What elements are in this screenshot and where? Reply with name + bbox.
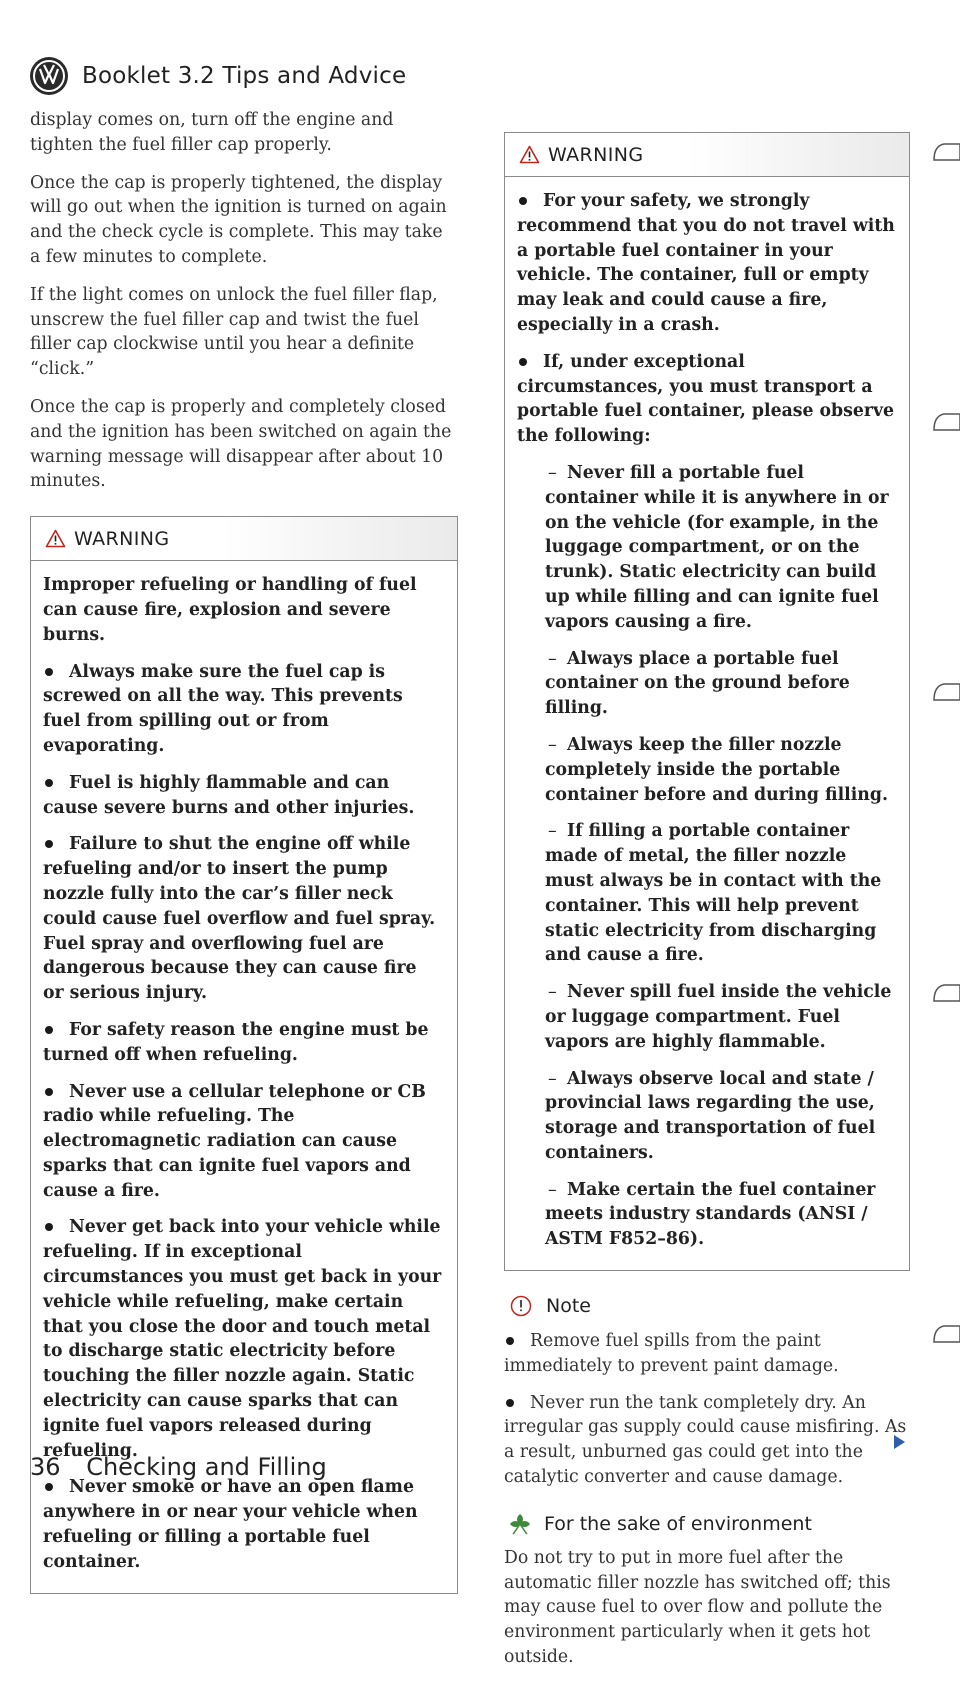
warning-label: WARNING xyxy=(548,143,644,166)
environment-header xyxy=(508,1512,910,1536)
left-column xyxy=(30,108,458,1594)
edge-tab-mark xyxy=(932,682,960,702)
warning-bullet: Never use a cellular telephone or CB radio while refueling. The electromagnetic radiation can cause sparks that can ignite fuel vapors and cause a fire. xyxy=(43,1080,443,1204)
paragraph: If the light comes on unlock the fuel filler flap, unscrew the fuel filler cap and twist the fuel filler cap clockwise until you hear a definite “click.” xyxy=(30,284,438,380)
page-title: Booklet 3.2 Tips and Advice xyxy=(82,63,407,89)
warning-bullet: For safety reason the engine must be turned off when refueling. xyxy=(43,1018,443,1068)
page-header xyxy=(30,54,406,98)
warning-body xyxy=(31,561,457,1592)
paragraph: Once the cap is properly tightened, the display will go out when the ignition is turned on again and the check cycle is complete. This may take a few minutes to complete. xyxy=(30,172,447,267)
warning-header xyxy=(505,133,909,177)
note-header xyxy=(510,1295,910,1317)
vw-logo-icon xyxy=(30,57,68,95)
warning-bullet: For your safety, we strongly recommend that you do not travel with a portable fuel container in your vehicle. The container, full or empty may leak and could cause a fire, especially in a crash. xyxy=(517,189,895,338)
warning-label: WARNING xyxy=(74,527,170,550)
section-title: Checking and Filling xyxy=(86,1453,327,1481)
continue-arrow-icon xyxy=(894,1435,905,1449)
warning-bullet: Always make sure the fuel cap is screwed on all the way. This prevents fuel from spilling out or from evaporating. xyxy=(43,660,443,759)
warning-intro: Improper refueling or handling of fuel can cause fire, explosion and severe burns. xyxy=(43,575,417,645)
warning-triangle-icon xyxy=(45,529,66,548)
warning-bullet: Never get back into your vehicle while refueling. If in exceptional circumstances you must get back in your vehicle while refueling, make certain that you close the door and touch metal to discharge static electricity before touching the filler nozzle again. Static electricity can cause sparks that can ignite fuel vapors released during refueling. xyxy=(43,1215,443,1463)
warning-body xyxy=(505,177,909,1270)
note-bullet: Remove fuel spills from the paint immediately to prevent paint damage. xyxy=(504,1329,910,1379)
edge-tab-mark xyxy=(932,1324,960,1344)
warning-sub-item: – Always observe local and state / provincial laws regarding the use, storage and transportation of fuel containers. xyxy=(545,1067,895,1166)
warning-triangle-icon xyxy=(519,145,540,164)
warning-bullet: Failure to shut the engine off while refueling and/or to insert the pump nozzle fully into the car’s filler neck could cause fuel overflow and fuel spray. Fuel spray and overflowing fuel are dangerous because they can cause fire or serious injury. xyxy=(43,832,443,1006)
note-bullet: Never run the tank completely dry. An irregular gas supply could cause misfiring. As a result, unburned gas could get into the catalytic converter and cause damage. xyxy=(504,1391,910,1490)
environment-label: For the sake of environment xyxy=(544,1512,812,1535)
page-footer xyxy=(30,1453,327,1481)
warning-bullet: If, under exceptional circumstances, you must transport a portable fuel container, please observe the following: xyxy=(517,350,895,449)
warning-sub-item: – Always keep the filler nozzle completely inside the portable container before and during filling. xyxy=(545,733,895,807)
note-info-icon xyxy=(510,1295,532,1317)
page-number: 36 xyxy=(30,1453,61,1481)
edge-tab-mark xyxy=(932,142,960,162)
warning-sub-item: – If filling a portable container made of metal, the filler nozzle must always be in contact with the container. This will help prevent static electricity from discharging and cause a fire. xyxy=(545,819,895,968)
right-column xyxy=(504,132,910,1683)
warning-sub-item: – Make certain the fuel container meets industry standards (ANSI / ASTM F852–86). xyxy=(545,1178,895,1252)
warning-header xyxy=(31,517,457,561)
warning-box xyxy=(30,516,458,1593)
edge-tab-mark xyxy=(932,983,960,1003)
warning-sub-item: – Never spill fuel inside the vehicle or luggage compartment. Fuel vapors are highly flammable. xyxy=(545,980,895,1054)
edge-tab-mark xyxy=(932,412,960,432)
warning-box xyxy=(504,132,910,1271)
paragraph: display comes on, turn off the engine and tighten the fuel filler cap properly. xyxy=(30,110,394,155)
warning-sub-item: – Always place a portable fuel container on the ground before filling. xyxy=(545,647,895,721)
paragraph: Once the cap is properly and completely closed and the ignition has been switched on again the warning message will disappear after about 10 minutes. xyxy=(30,396,452,492)
environment-text: Do not try to put in more fuel after the automatic filler nozzle has switched off; this may cause fuel to over flow and pollute the environment particularly when it gets hot outside. xyxy=(504,1547,891,1668)
warning-sub-item: – Never fill a portable fuel container while it is anywhere in or on the vehicle (for example, in the luggage compartment, or on the trunk). Static electricity can build up while filling and can ignite fuel vapors causing a fire. xyxy=(545,461,895,635)
warning-bullet: Never smoke or have an open flame anywhere in or near your vehicle when refueling or filling a portable fuel container. xyxy=(43,1475,443,1574)
warning-bullet: Fuel is highly flammable and can cause severe burns and other injuries. xyxy=(43,771,443,821)
note-label: Note xyxy=(546,1295,591,1318)
environment-leaf-icon xyxy=(508,1512,532,1536)
